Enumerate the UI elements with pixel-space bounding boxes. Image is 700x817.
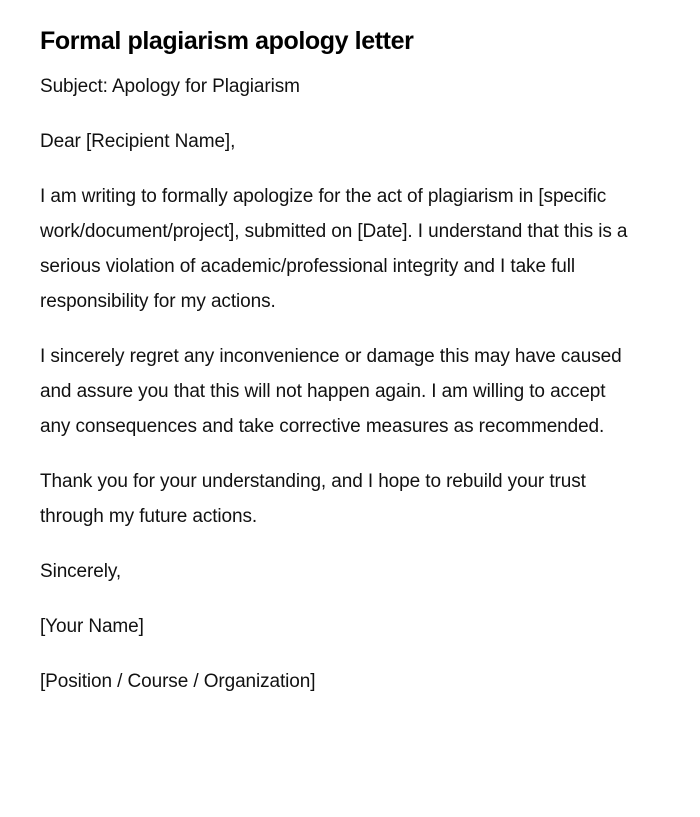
signature-position: [Position / Course / Organization] xyxy=(40,671,316,692)
body-paragraph-2: I sincerely regret any inconvenience or damage this may have caused and assure you that this will not happen again. I am willing to accept any consequences and take corrective measures as recommended. xyxy=(40,346,622,437)
subject-line: Subject: Apology for Plagiarism xyxy=(40,76,300,97)
body-paragraph-1: I am writing to formally apologize for the act of plagiarism in [specific work/document/project], submitted on [Date]. I understand that this is a serious violation of academic/professional integrity and I take full responsibility for my actions. xyxy=(40,186,628,312)
document-title: Formal plagiarism apology letter xyxy=(40,27,414,55)
signature-name: [Your Name] xyxy=(40,616,144,637)
salutation: Dear [Recipient Name], xyxy=(40,131,236,152)
closing: Sincerely, xyxy=(40,561,122,582)
body-paragraph-3: Thank you for your understanding, and I hope to rebuild your trust through my future actions. xyxy=(40,471,586,527)
